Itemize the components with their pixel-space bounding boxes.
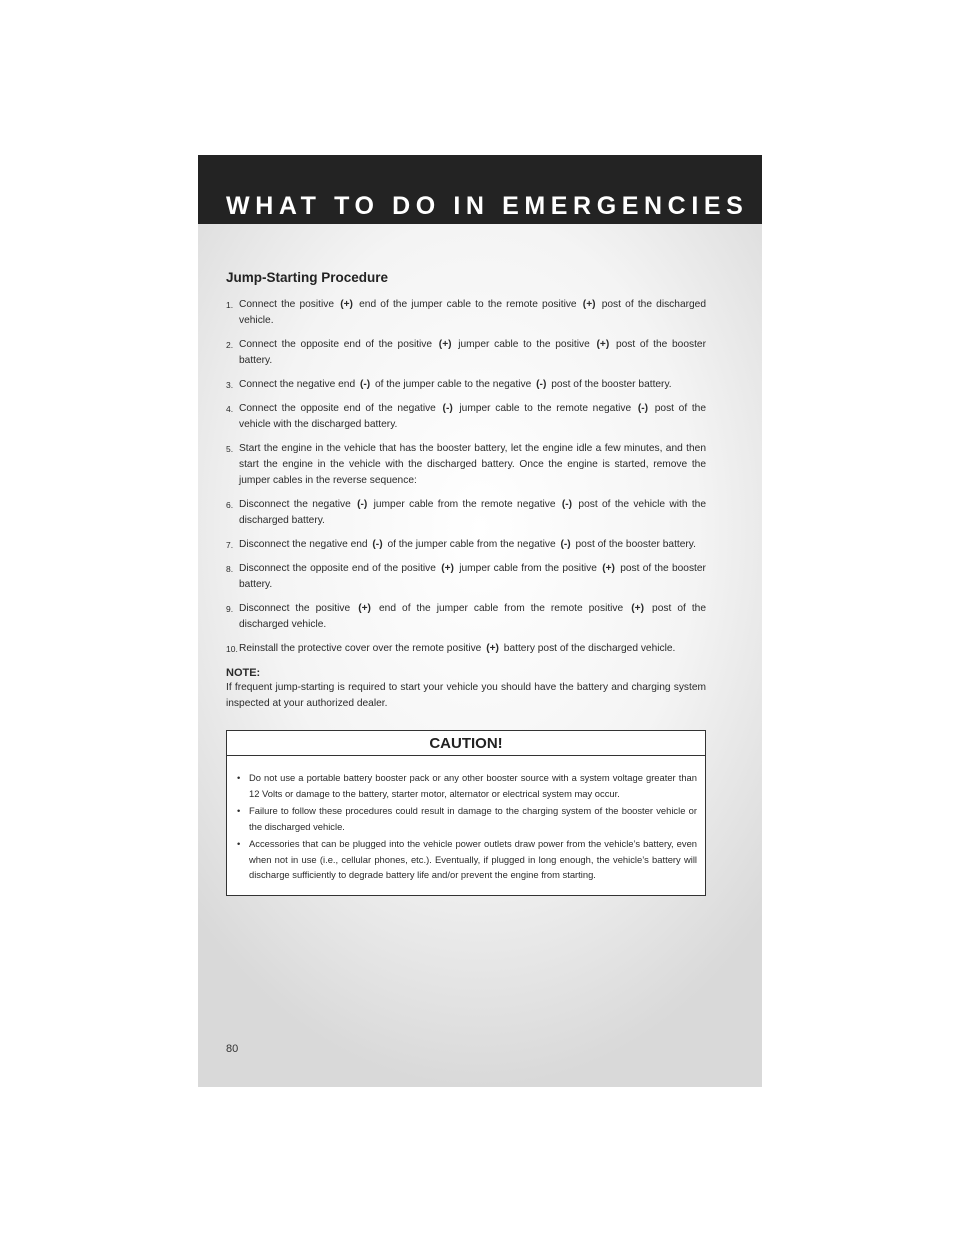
step-item [226,401,706,433]
step-text: post of the vehicle with the discharged battery. [239,499,706,526]
step-item [226,641,706,657]
polarity-symbol: (+) [596,339,610,350]
step-text: Disconnect the negative [239,499,351,510]
step-text: Disconnect the negative end [239,539,368,550]
caution-item [237,770,697,801]
step-item [226,297,706,329]
step-number: 4. [226,404,234,414]
step-item [226,441,706,489]
polarity-symbol: (+) [486,643,499,654]
step-item [226,561,706,593]
step-text: end of the jumper cable from the remote positive [379,603,624,614]
step-text: Disconnect the opposite end of the positive [239,563,436,574]
step-number: 5. [226,444,234,454]
polarity-symbol: (-) [372,539,383,550]
step-text: post of the booster battery. [575,539,696,550]
step-text: jumper cable from the positive [459,563,597,574]
polarity-symbol: (-) [637,403,649,414]
step-text: post of the vehicle with the discharged battery. [239,403,707,430]
polarity-symbol: (-) [359,379,371,390]
step-text: end of the jumper cable to the remote positive [359,299,577,310]
step-text: post of the discharged vehicle. [239,299,707,326]
step-item [226,601,706,633]
polarity-symbol: (+) [438,339,452,350]
caution-box [226,730,706,896]
polarity-symbol: (-) [560,539,571,550]
caution-text: Accessories that can be plugged into the vehicle power outlets draw power from the vehicle’s battery, even when not in use (i.e., cellular phones, etc.). Eventually, if plugged in long enough, the vehicle’s battery will discharge sufficiently to degrade battery life and/or prevent the engine from starting. [249,838,697,880]
steps-list [226,297,706,657]
step-text: post of the booster battery. [551,379,672,390]
polarity-symbol: (+) [358,603,371,614]
page-number: 80 [226,1043,239,1055]
step-text: Start the engine in the vehicle that has the booster battery, let the engine idle a few minutes, and then start the engine in the vehicle with the discharged battery. Once the engine is started, remove the jumper cables in the reverse sequence: [239,443,706,486]
step-text: Connect the positive [239,299,335,310]
step-number: 2. [226,340,234,350]
caution-item [237,803,697,834]
content-area [226,270,706,896]
polarity-symbol: (+) [441,563,454,574]
step-number: 3. [226,380,234,390]
step-number: 8. [226,564,234,574]
bullet-icon: • [237,805,241,816]
caution-list [227,756,705,895]
step-item [226,537,706,553]
polarity-symbol: (+) [602,563,615,574]
page-title: WHAT TO DO IN EMERGENCIES [226,192,749,220]
caution-title: CAUTION! [227,731,705,756]
step-number: 6. [226,500,234,510]
step-text: Connect the opposite end of the positive [239,339,433,350]
step-number: 9. [226,604,234,614]
step-text: post of the booster battery. [239,339,706,366]
step-item [226,377,706,393]
step-text: jumper cable to the positive [458,339,590,350]
step-number: 1. [226,300,234,310]
polarity-symbol: (-) [442,403,453,414]
bullet-icon: • [237,772,241,783]
step-text: jumper cable from the remote negative [373,499,556,510]
step-text: post of the discharged vehicle. [239,603,707,630]
step-text: Connect the negative end [239,379,356,390]
step-number: 7. [226,540,234,550]
step-text: of the jumper cable from the negative [387,539,556,550]
polarity-symbol: (+) [582,299,596,310]
polarity-symbol: (-) [357,499,368,510]
note-label: NOTE: [226,667,261,679]
step-text: post of the booster battery. [239,563,706,590]
polarity-symbol: (-) [561,499,573,510]
step-number: 10. [226,644,238,654]
step-item [226,497,706,529]
step-text: Connect the opposite end of the negative [239,403,436,414]
step-item [226,337,706,369]
caution-text: Failure to follow these procedures could result in damage to the charging system of the booster vehicle or the discharged vehicle. [249,805,697,832]
bullet-icon: • [237,838,241,849]
step-text: battery post of the discharged vehicle. [503,643,676,654]
step-text: of the jumper cable to the negative [375,379,532,390]
polarity-symbol: (-) [536,379,547,390]
step-text: jumper cable to the remote negative [459,403,632,414]
section-heading: Jump-Starting Procedure [226,270,389,285]
caution-item [237,836,697,883]
note-text: If frequent jump-starting is required to start your vehicle you should have the battery and charging system inspected at your authorized dealer. [226,682,706,709]
manual-page [198,155,762,1087]
polarity-symbol: (+) [631,603,644,614]
step-text: Reinstall the protective cover over the remote positive [239,643,482,654]
header-band [198,155,762,224]
caution-text: Do not use a portable battery booster pack or any other booster source with a system voltage greater than 12 Volts or damage to the battery, starter motor, alternator or electrical system may occur. [249,772,697,799]
polarity-symbol: (+) [340,299,353,310]
step-text: Disconnect the positive [239,603,351,614]
